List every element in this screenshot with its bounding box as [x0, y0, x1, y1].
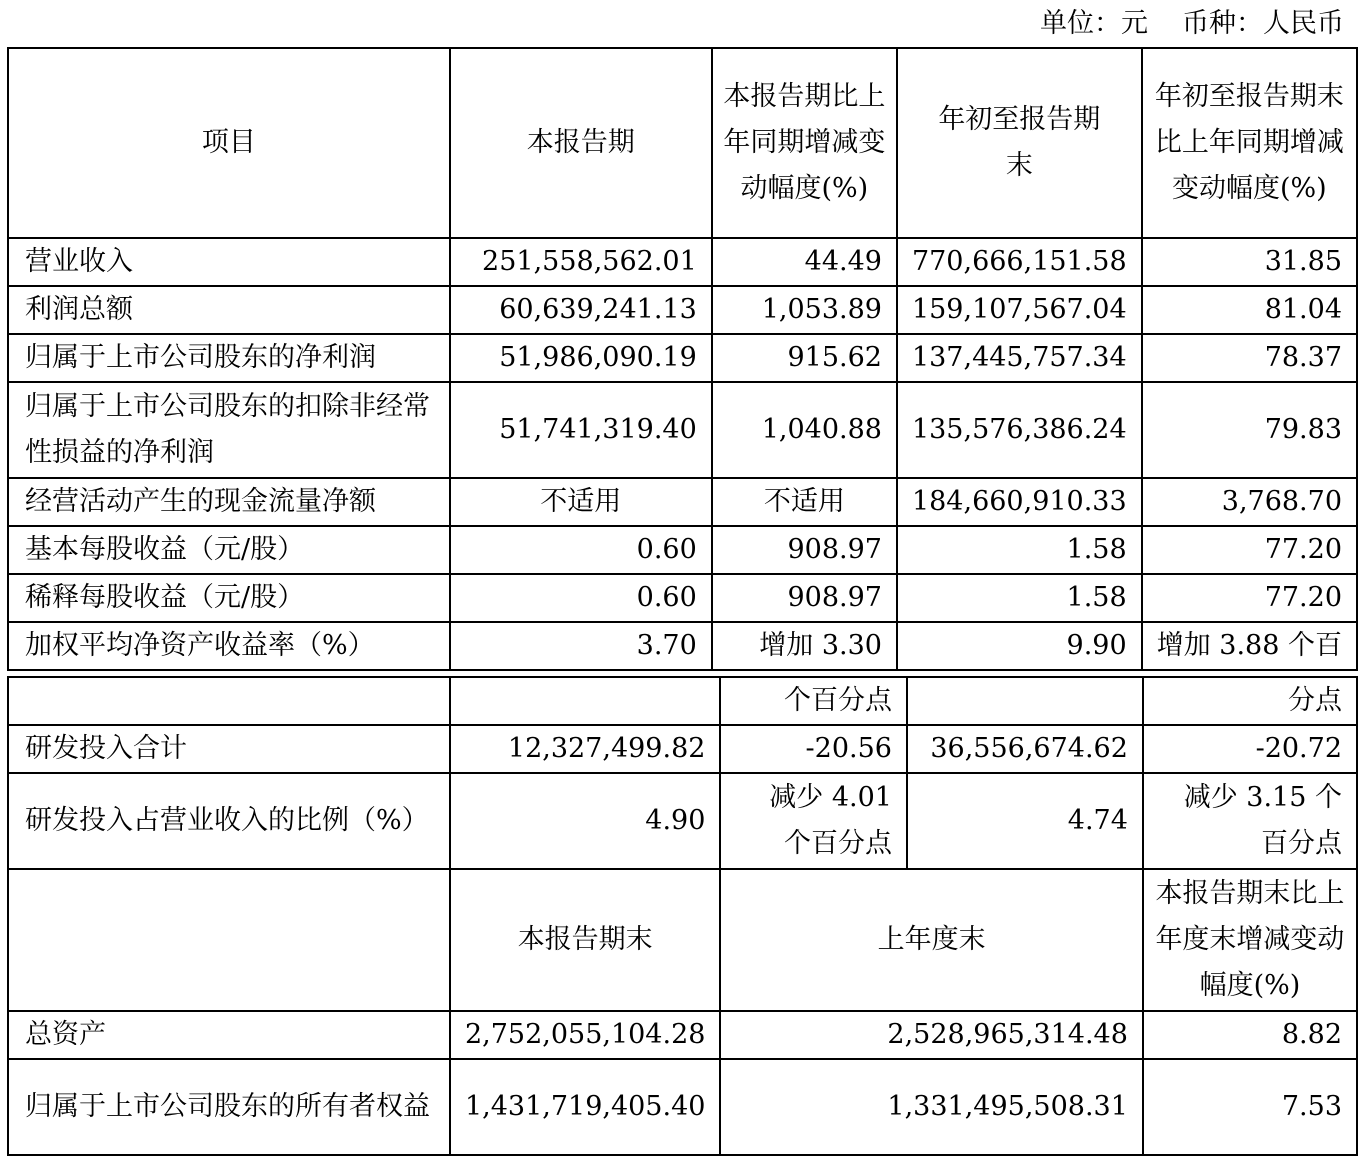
row-ytd-change: 3,768.70: [1142, 478, 1357, 526]
row-change: 915.62: [712, 334, 897, 382]
table-row: [8, 526, 1357, 574]
row-item: 研发投入占营业收入的比例（%）: [8, 773, 450, 869]
row-change: 908.97: [712, 526, 897, 574]
row-current: 51,986,090.19: [450, 334, 712, 382]
header-period-end: 本报告期末: [450, 869, 720, 1011]
row-current: 12,327,499.82: [450, 725, 720, 773]
row-prior: 2,528,965,314.48: [720, 1011, 1142, 1059]
table-row: [8, 1011, 1357, 1059]
row-ytd: 9.90: [897, 622, 1142, 670]
row-item: 利润总额: [8, 286, 450, 334]
row-current: 0.60: [450, 526, 712, 574]
header-current-period: 本报告期: [450, 48, 712, 238]
table-row: [8, 1059, 1357, 1155]
financial-table-lower: [7, 676, 1358, 1156]
row-ytd: 159,107,567.04: [897, 286, 1142, 334]
row-current: 0.60: [450, 574, 712, 622]
row-ytd: 1.58: [897, 574, 1142, 622]
row-ytd-change: 81.04: [1142, 286, 1357, 334]
row-item: 稀释每股收益（元/股）: [8, 574, 450, 622]
row-ytd-change: 79.83: [1142, 382, 1357, 478]
row-current: 60,639,241.13: [450, 286, 712, 334]
row-ytd-change: 78.37: [1142, 334, 1357, 382]
row-ytd: 36,556,674.62: [907, 725, 1143, 773]
row-current: 不适用: [450, 478, 712, 526]
row-item: 经营活动产生的现金流量净额: [8, 478, 450, 526]
row-ytd-change: -20.72: [1143, 725, 1357, 773]
header-item: 项目: [8, 48, 450, 238]
row-change: 8.82: [1143, 1011, 1357, 1059]
row-ytd-change: 减少 3.15 个百分点: [1143, 773, 1357, 869]
row-current: 2,752,055,104.28: [450, 1011, 720, 1059]
row-item: 归属于上市公司股东的扣除非经常性损益的净利润: [8, 382, 450, 478]
unit-line: [1040, 6, 1344, 42]
row-change: 7.53: [1143, 1059, 1357, 1155]
row-ytd-change: 77.20: [1142, 526, 1357, 574]
row-ytd: 1.58: [897, 526, 1142, 574]
row-item: 归属于上市公司股东的所有者权益: [8, 1059, 450, 1155]
row-ytd-change: 31.85: [1142, 238, 1357, 286]
unit-label: 单位：元: [1040, 8, 1148, 39]
header-ytd-change: 年初至报告期末比上年同期增减变动幅度(%): [1142, 48, 1357, 238]
row-change: 减少 4.01 个百分点: [720, 773, 907, 869]
row-item: 研发投入合计: [8, 725, 450, 773]
row-current: 251,558,562.01: [450, 238, 712, 286]
row-current: 3.70: [450, 622, 712, 670]
row-ytd-change: 增加 3.88 个百: [1142, 622, 1357, 670]
row-item: [8, 677, 450, 725]
row-ytd: 135,576,386.24: [897, 382, 1142, 478]
row-item: 加权平均净资产收益率（%）: [8, 622, 450, 670]
row-change: 不适用: [712, 478, 897, 526]
row-change: 1,040.88: [712, 382, 897, 478]
row-ytd: 137,445,757.34: [897, 334, 1142, 382]
row-change: 44.49: [712, 238, 897, 286]
row-ytd: [907, 677, 1143, 725]
row-ytd-change: 分点: [1143, 677, 1357, 725]
row-change: 增加 3.30: [712, 622, 897, 670]
table-row: [8, 286, 1357, 334]
header-row: [8, 48, 1357, 238]
table-row: [8, 725, 1357, 773]
row-ytd: 770,666,151.58: [897, 238, 1142, 286]
row-item: 总资产: [8, 1011, 450, 1059]
table-row: [8, 238, 1357, 286]
header-empty: [8, 869, 450, 1011]
table-row: [8, 334, 1357, 382]
header-balance-change: 本报告期末比上年度末增减变动幅度(%): [1143, 869, 1357, 1011]
row-change: 908.97: [712, 574, 897, 622]
currency-label: 币种：人民币: [1182, 8, 1344, 39]
row-current: [450, 677, 720, 725]
header-period-change: 本报告期比上年同期增减变动幅度(%): [712, 48, 897, 238]
row-item: 归属于上市公司股东的净利润: [8, 334, 450, 382]
row-change: 1,053.89: [712, 286, 897, 334]
row-ytd: 184,660,910.33: [897, 478, 1142, 526]
row-item: 营业收入: [8, 238, 450, 286]
row-current: 1,431,719,405.40: [450, 1059, 720, 1155]
table-row: [8, 574, 1357, 622]
financial-table-upper: [7, 47, 1358, 671]
table-row: [8, 478, 1357, 526]
table-row: [8, 382, 1357, 478]
balance-header-row: [8, 869, 1357, 1011]
row-current: 51,741,319.40: [450, 382, 712, 478]
table-row: [8, 622, 1357, 670]
header-ytd: 年初至报告期末: [897, 48, 1142, 238]
table-row: [8, 773, 1357, 869]
table-row: [8, 677, 1357, 725]
row-ytd-change: 77.20: [1142, 574, 1357, 622]
row-change: 个百分点: [720, 677, 907, 725]
row-change: -20.56: [720, 725, 907, 773]
row-prior: 1,331,495,508.31: [720, 1059, 1142, 1155]
row-current: 4.90: [450, 773, 720, 869]
header-prior-year-end: 上年度末: [720, 869, 1142, 1011]
row-item: 基本每股收益（元/股）: [8, 526, 450, 574]
row-ytd: 4.74: [907, 773, 1143, 869]
